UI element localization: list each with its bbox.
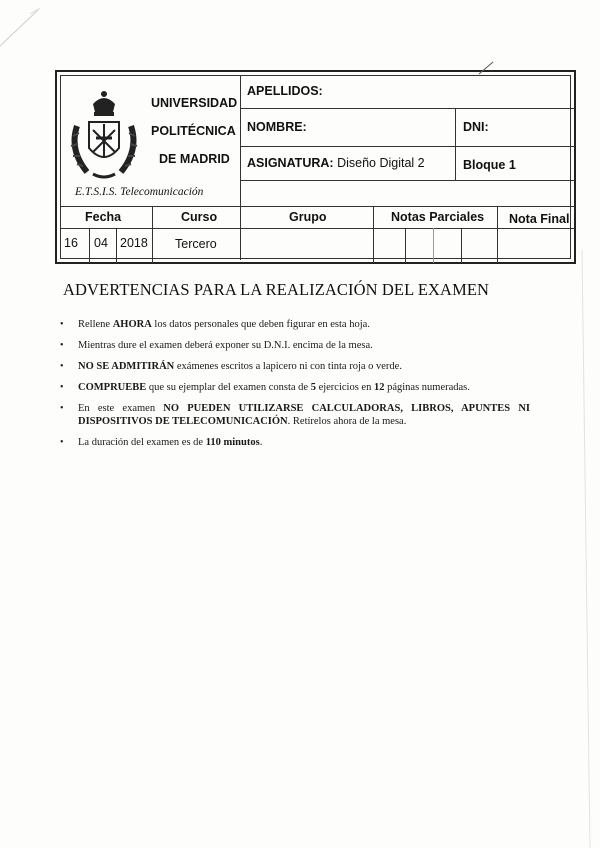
nombre-label: NOMBRE: xyxy=(247,120,307,134)
warning-item: • Mientras dure el examen deberá exponer su D.N.I. encima de la mesa. xyxy=(60,340,373,351)
dni-field[interactable] xyxy=(457,112,571,142)
asignatura-value: Diseño Digital 2 xyxy=(337,156,425,170)
nombre-field[interactable] xyxy=(241,112,453,142)
apellidos-field[interactable] xyxy=(241,84,571,106)
fecha-header: Fecha xyxy=(85,210,122,224)
fecha-month: 04 xyxy=(94,236,108,250)
warning-item: • Rellene AHORA los datos personales que deben figurar en esta hoja. xyxy=(60,319,370,330)
warning-item: • En este examen NO PUEDEN UTILIZARSE CALCULADORAS, LIBROS, APUNTES NI DISPOSITIVOS DE TELECOMUNICACIÓN. Retírelos ahora de la mesa. xyxy=(60,403,530,427)
asignatura-label: ASIGNATURA: xyxy=(247,156,334,170)
warnings-list xyxy=(60,318,530,457)
nota-final-field[interactable] xyxy=(499,230,573,260)
handwritten-stroke xyxy=(477,60,497,76)
curso-value: Tercero xyxy=(175,237,217,251)
grupo-field[interactable] xyxy=(241,230,371,260)
university-line-3: DE MADRID xyxy=(159,152,230,166)
asignatura-row xyxy=(247,156,425,170)
exam-header-form xyxy=(55,70,576,264)
dni-label: DNI: xyxy=(463,120,489,134)
nota-final-header: Nota Final xyxy=(509,212,570,226)
grupo-header: Grupo xyxy=(289,210,327,224)
fecha-day: 16 xyxy=(64,236,78,250)
university-line-2: POLITÉCNICA xyxy=(151,124,236,138)
bloque-label: Bloque 1 xyxy=(463,158,516,172)
upm-crest-logo xyxy=(63,86,145,184)
curso-header: Curso xyxy=(181,210,218,224)
scan-corner-mark xyxy=(0,0,60,60)
apellidos-label: APELLIDOS: xyxy=(247,84,323,98)
warning-item: • NO SE ADMITIRÁN exámenes escritos a lapicero ni con tinta roja o verde. xyxy=(60,361,402,372)
warning-item: • La duración del examen es de 110 minutos. xyxy=(60,437,263,448)
warnings-title: ADVERTENCIAS PARA LA REALIZACIÓN DEL EXAMEN xyxy=(63,280,490,299)
notas-parciales-header: Notas Parciales xyxy=(391,210,485,224)
school-name: E.T.S.I.S. Telecomunicación xyxy=(75,186,204,198)
fecha-year: 2018 xyxy=(120,236,148,250)
warning-item: • COMPRUEBE que su ejemplar del examen consta de 5 ejercicios en 12 páginas numeradas. xyxy=(60,382,470,393)
university-line-1: UNIVERSIDAD xyxy=(151,96,238,110)
scan-edge-line xyxy=(560,250,600,848)
